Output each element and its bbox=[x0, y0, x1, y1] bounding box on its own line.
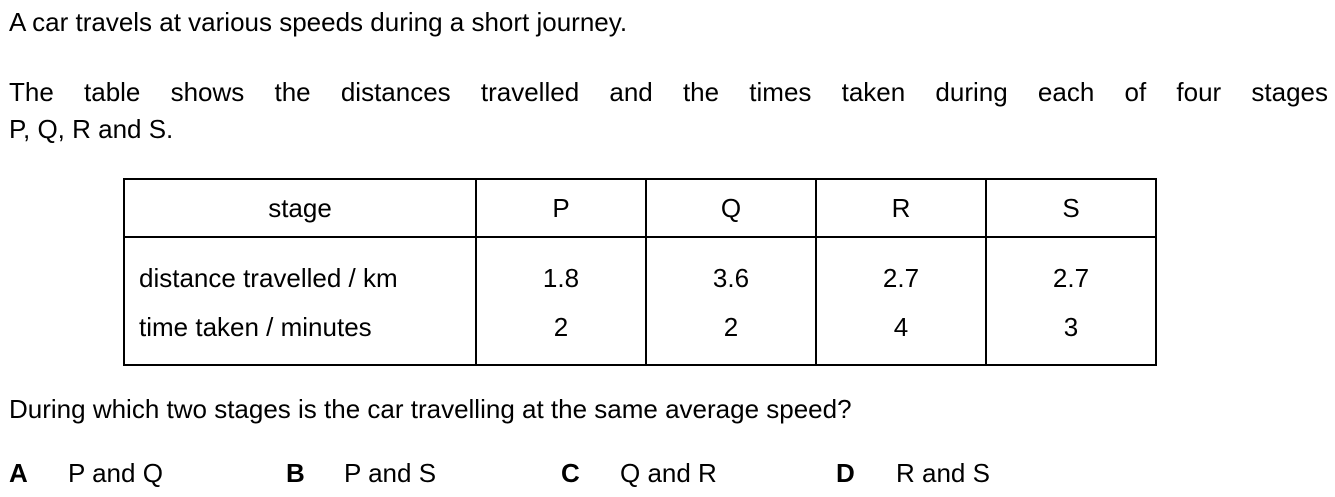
stage-header-q: Q bbox=[646, 179, 816, 237]
description-line-1: The table shows the distances travelled and the times taken during each of four stages bbox=[9, 77, 1328, 107]
option-d-text: R and S bbox=[896, 458, 990, 488]
description-line-2: P, Q, R and S. bbox=[9, 114, 174, 144]
option-c[interactable] bbox=[561, 458, 717, 488]
distance-value-r: 2.7 bbox=[816, 237, 986, 310]
option-d[interactable] bbox=[836, 458, 990, 488]
distance-row-label: distance travelled / km bbox=[124, 237, 476, 310]
distance-value-s: 2.7 bbox=[986, 237, 1156, 310]
stage-header-p: P bbox=[476, 179, 646, 237]
stage-header-label: stage bbox=[124, 179, 476, 237]
option-a[interactable] bbox=[9, 458, 163, 488]
stage-header-s: S bbox=[986, 179, 1156, 237]
question-text: During which two stages is the car travelling at the same average speed? bbox=[9, 394, 852, 424]
time-row-label: time taken / minutes bbox=[124, 310, 476, 365]
intro-text: A car travels at various speeds during a short journey. bbox=[9, 7, 628, 37]
stage-header-r: R bbox=[816, 179, 986, 237]
distance-value-p: 1.8 bbox=[476, 237, 646, 310]
time-value-s: 3 bbox=[986, 310, 1156, 365]
distance-value-q: 3.6 bbox=[646, 237, 816, 310]
option-a-letter: A bbox=[9, 458, 28, 488]
option-b-letter: B bbox=[286, 458, 305, 488]
option-b-text: P and S bbox=[344, 458, 437, 488]
option-c-letter: C bbox=[561, 458, 580, 488]
table-header-row bbox=[124, 179, 1156, 237]
option-d-letter: D bbox=[836, 458, 855, 488]
time-value-r: 4 bbox=[816, 310, 986, 365]
time-value-p: 2 bbox=[476, 310, 646, 365]
table-row-distance bbox=[124, 237, 1156, 310]
stage-data-table bbox=[123, 178, 1157, 366]
option-c-text: Q and R bbox=[620, 458, 717, 488]
table-row-time bbox=[124, 310, 1156, 365]
option-b[interactable] bbox=[286, 458, 437, 488]
option-a-text: P and Q bbox=[68, 458, 163, 488]
time-value-q: 2 bbox=[646, 310, 816, 365]
